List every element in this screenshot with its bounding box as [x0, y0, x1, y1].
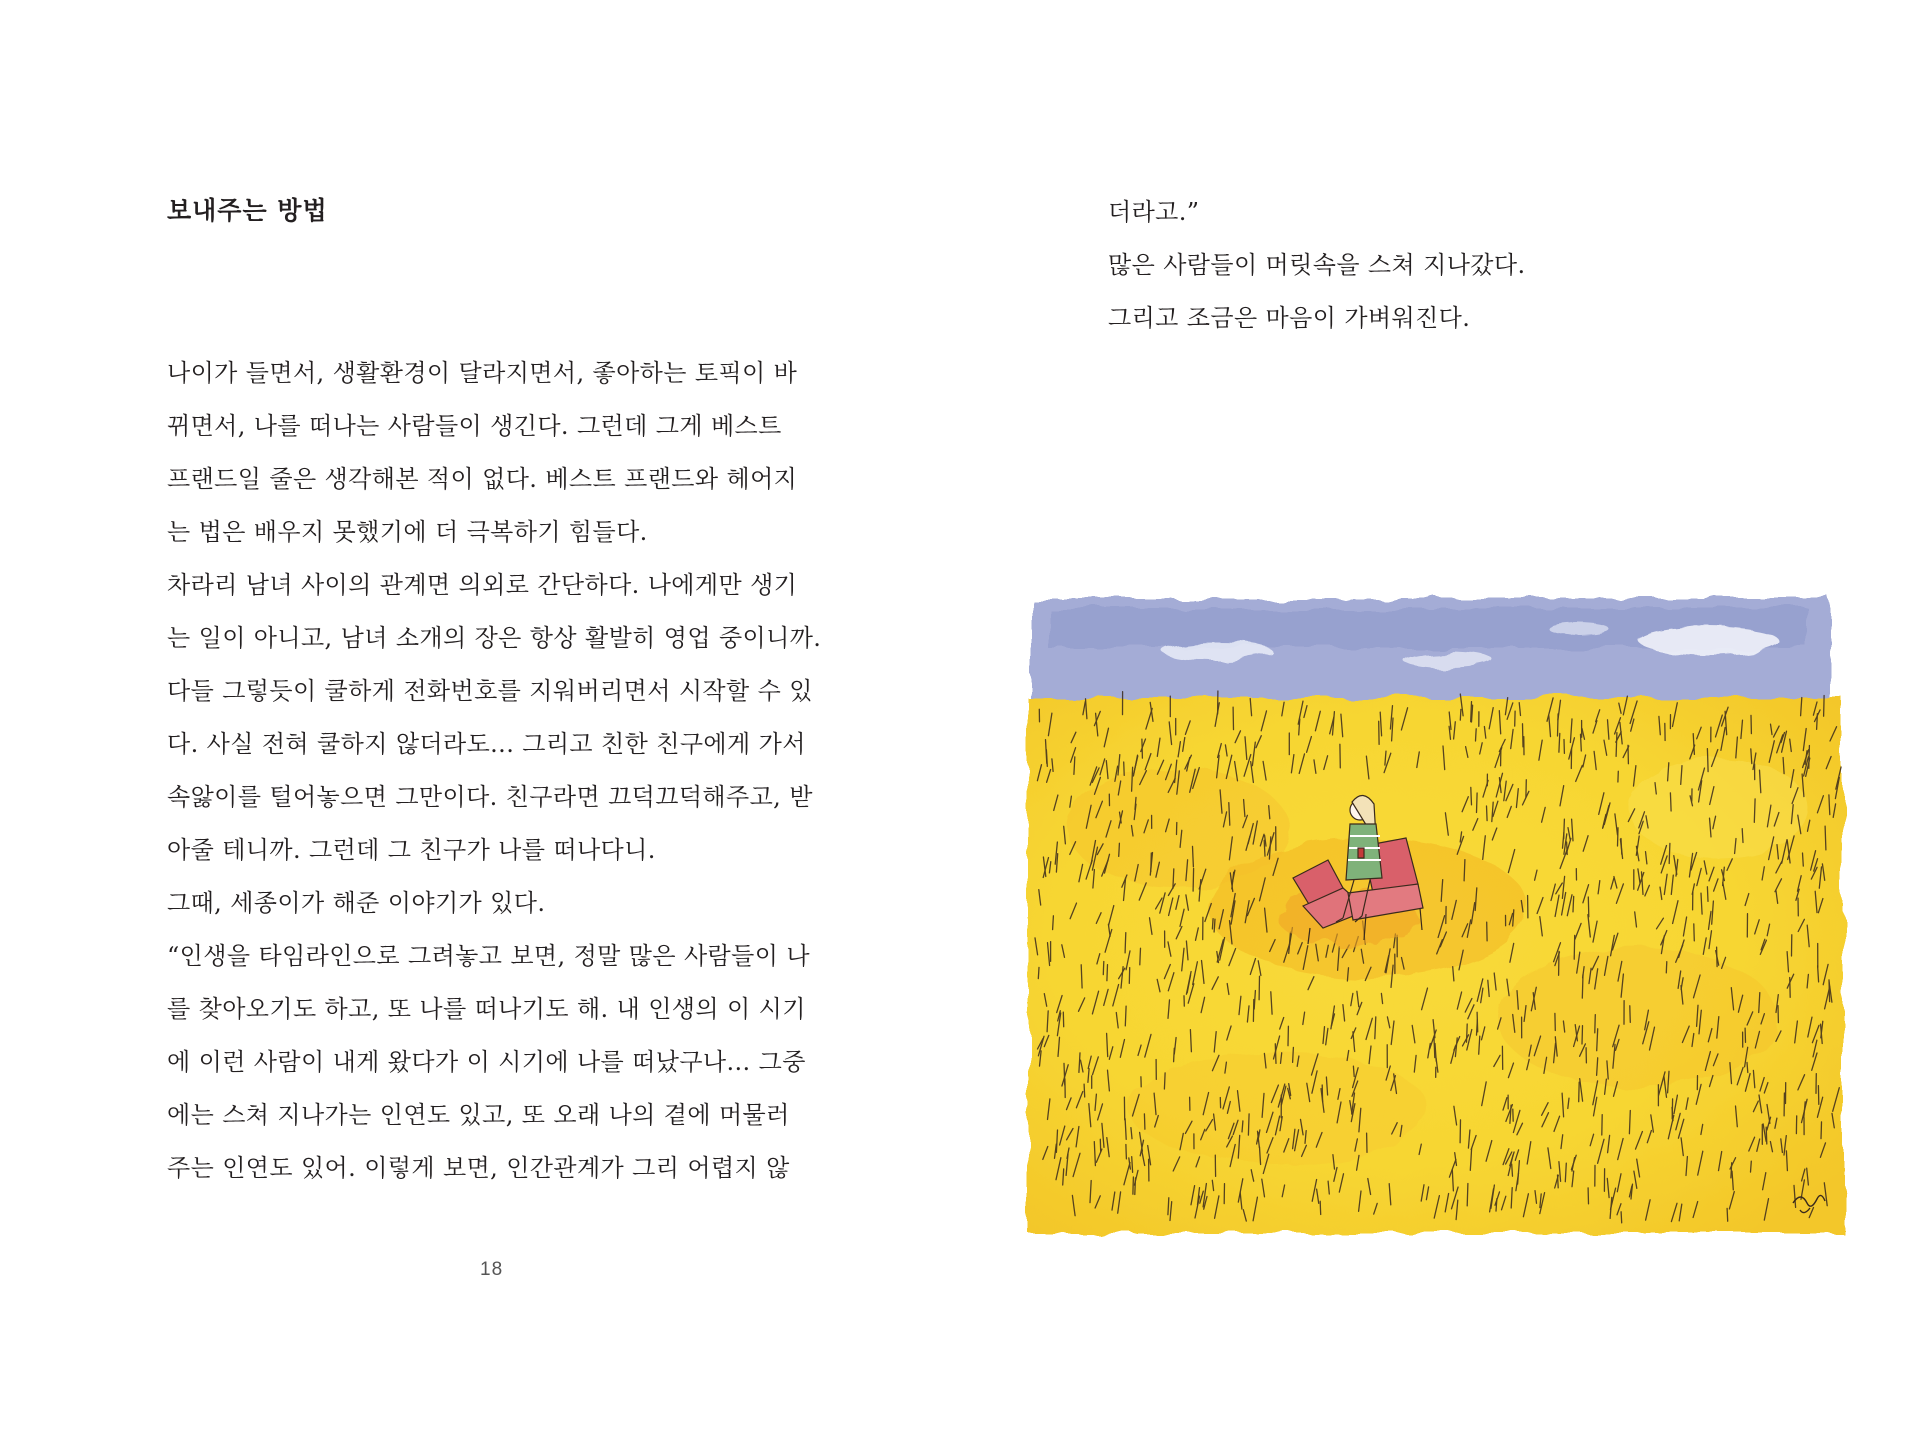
grass-stroke	[1242, 1121, 1243, 1132]
text-line: 다. 사실 전혀 쿨하지 않더라도... 그리고 친한 친구에게 가서	[167, 730, 806, 758]
text-line: 다들 그렇듯이 쿨하게 전화번호를 지워버리면서 시작할 수 있	[167, 677, 813, 705]
text-line: 주는 인연도 있어. 이렇게 보면, 인간관계가 그리 어렵지 않	[167, 1154, 790, 1182]
text-line: 에 이런 사람이 내게 왔다가 이 시기에 나를 떠났구나... 그중	[167, 1048, 806, 1076]
text-line: 는 법은 배우지 못했기에 더 극복하기 힘들다.	[167, 518, 648, 546]
text-line: 는 일이 아니고, 남녀 소개의 장은 항상 활발히 영업 중이니까.	[167, 624, 822, 652]
text-line: 더라고.”	[1108, 198, 1200, 226]
grass-stroke	[1825, 826, 1826, 850]
grass-stroke	[1074, 757, 1075, 775]
grass-stroke	[1119, 843, 1120, 856]
grass-stroke	[1790, 978, 1791, 998]
grass-stroke	[1559, 733, 1560, 752]
chapter-title: 보내주는 방법	[167, 196, 328, 225]
text-line: 를 찾아오기도 하고, 또 나를 떠나기도 해. 내 인생의 이 시기	[167, 995, 806, 1023]
text-line: 그리고 조금은 마음이 가벼워진다.	[1108, 304, 1471, 332]
text-line: 나이가 들면서, 생활환경이 달라지면서, 좋아하는 토픽이 바	[167, 359, 798, 387]
grass-stroke	[1132, 1157, 1133, 1173]
grass-stroke	[1821, 1122, 1822, 1139]
grass-stroke	[1595, 1015, 1596, 1033]
grass-stroke	[1464, 860, 1465, 881]
grass-stroke	[1124, 762, 1125, 775]
grass-stroke	[1707, 887, 1708, 902]
grass-stroke	[1038, 967, 1039, 978]
grass-stroke	[1471, 787, 1472, 804]
text-line: 프랜드일 줄은 생각해본 적이 없다. 베스트 프랜드와 헤어지	[167, 465, 798, 493]
grass-stroke	[1754, 799, 1755, 822]
grass-stroke	[1353, 1066, 1354, 1076]
grass-stroke	[1193, 846, 1194, 866]
grass-stroke	[1460, 709, 1461, 720]
text-line: “인생을 타임라인으로 그려놓고 보면, 정말 많은 사람들이 나	[167, 942, 810, 970]
watercolor-illustration	[1018, 588, 1858, 1248]
grass-stroke	[1133, 1177, 1134, 1194]
grass-stroke	[1621, 839, 1622, 855]
grass-stroke	[1523, 724, 1524, 747]
grass-stroke	[1582, 1026, 1583, 1044]
grass-stroke	[1707, 749, 1708, 772]
grass-stroke	[1558, 1175, 1559, 1188]
text-line: 속앓이를 털어놓으면 그만이다. 친구라면 끄덕끄덕해주고, 받	[167, 783, 813, 811]
grass-stroke	[1731, 1163, 1732, 1178]
grass-stroke	[1588, 897, 1589, 917]
grass-stroke	[1629, 1111, 1630, 1134]
grass-stroke	[1567, 842, 1568, 855]
grass-stroke	[1103, 962, 1104, 975]
grass-stroke	[1666, 962, 1667, 973]
grass-stroke	[1669, 843, 1670, 863]
grass-stroke	[1125, 933, 1126, 953]
grass-stroke	[1434, 1038, 1435, 1058]
text-line: 차라리 남녀 사이의 관계면 의외로 간단하다. 나에게만 생기	[167, 571, 798, 599]
text-line: 많은 사람들이 머릿속을 스쳐 지나갔다.	[1108, 251, 1526, 279]
grass-stroke	[1107, 965, 1108, 981]
grass-stroke	[1717, 947, 1718, 967]
grass-stroke	[1618, 828, 1619, 846]
grass-stroke	[1630, 1006, 1631, 1023]
grass-stroke	[1574, 935, 1575, 959]
grass-stroke	[1264, 840, 1265, 856]
grass-stroke	[1582, 975, 1583, 998]
text-line: 아줄 테니까. 그런데 그 친구가 나를 떠나다니.	[167, 836, 656, 864]
grass-stroke	[1151, 853, 1152, 872]
grass-stroke	[1193, 869, 1194, 892]
page-number: 18	[480, 1259, 504, 1280]
grass-stroke	[1809, 746, 1810, 769]
grass-stroke	[1467, 1184, 1468, 1206]
grass-stroke	[1727, 1208, 1728, 1221]
grass-stroke	[1174, 1048, 1175, 1061]
grass-stroke	[1293, 1047, 1294, 1062]
grass-stroke	[1803, 853, 1804, 866]
grass-stroke	[1477, 1012, 1478, 1032]
grass-stroke	[1164, 1073, 1165, 1089]
sky-band	[1030, 598, 1830, 710]
grass-stroke	[1126, 1145, 1127, 1159]
grass-stroke	[1747, 1062, 1748, 1072]
grass-stroke	[1212, 919, 1213, 929]
grass-stroke	[1248, 1114, 1249, 1135]
grass-stroke	[1476, 729, 1477, 741]
grass-stroke	[1081, 965, 1082, 988]
grass-stroke	[1824, 696, 1825, 717]
grass-stroke	[1487, 806, 1488, 821]
text-line: 그때, 세종이가 해준 이야기가 있다.	[167, 889, 546, 917]
grass-stroke	[1579, 1082, 1580, 1102]
right-body-text	[1108, 186, 1808, 345]
grass-stroke	[1084, 1084, 1085, 1097]
grass-stroke	[1742, 829, 1743, 843]
field-bench-illustration	[1018, 588, 1858, 1248]
grass-stroke	[1125, 1006, 1126, 1026]
grass-stroke	[1477, 793, 1478, 813]
grass-stroke	[1573, 896, 1574, 912]
grass-stroke	[1173, 869, 1174, 888]
yellow-field	[1028, 698, 1843, 1233]
grass-stroke	[1168, 1198, 1169, 1215]
grass-stroke	[1621, 1212, 1622, 1223]
grass-stroke	[1829, 795, 1830, 815]
left-body-text	[167, 347, 837, 1195]
grass-stroke	[1512, 1164, 1513, 1176]
grass-stroke	[1275, 1044, 1276, 1064]
text-line: 에는 스쳐 지나가는 인연도 있고, 또 오래 나의 곁에 머물러	[167, 1101, 790, 1129]
grass-stroke	[1616, 733, 1617, 757]
grass-stroke	[1694, 924, 1695, 941]
grass-stroke	[1670, 793, 1671, 811]
grass-stroke	[1564, 819, 1565, 839]
grass-stroke	[1751, 1161, 1752, 1172]
grass-stroke	[1214, 919, 1215, 932]
grass-stroke	[1320, 1201, 1321, 1214]
grass-stroke	[1829, 980, 1830, 1002]
grass-stroke	[1144, 1114, 1145, 1129]
text-line: 뀌면서, 나를 떠나는 사람들이 생긴다. 그런데 그게 베스트	[167, 412, 782, 440]
grass-stroke	[1496, 1199, 1497, 1211]
grass-stroke	[1053, 916, 1054, 930]
grass-stroke	[1140, 948, 1141, 965]
